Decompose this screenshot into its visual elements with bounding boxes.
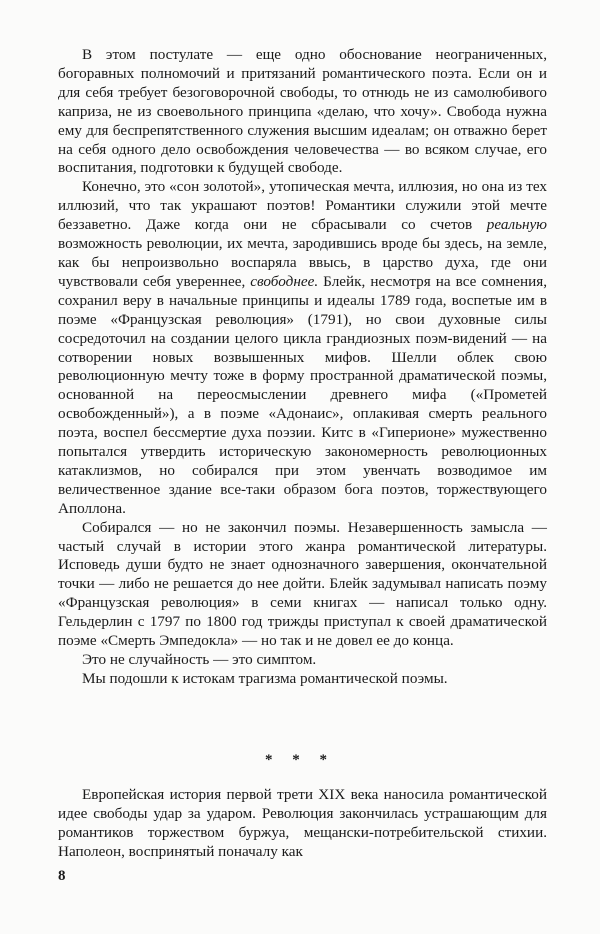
next-section-text-block [58,786,547,862]
paragraph [58,178,547,518]
paragraph-text: Конечно, это «сон золотой», утопическая мечта, иллюзия, но она из тех иллюзий, что так украшают поэтов! Романтики служили этой мечте беззаветно. Даже когда они не сбрасывали со счетов [58,178,547,234]
paragraph-text: Блейк, несмотря на все сомнения, сохранил веру в начальные принципы и идеалы 1789 года, воспетые им в поэме «Французская революция» (1791), но свои духовные силы сосредоточил на создании целого цикла грандиозных поэм-видений — на сотворении новых возвышенных мифов. Шелли облек свою революционную мечту тоже в форму пространной драматической поэмы, основанной на переосмыслении древнего мифа («Прометей освобожденный»), а в поэме «Адонаис», оплакивая смерть реального поэта, воспел бессмертие духа поэзии. Китс в «Гиперионе» мужественно попытался утвердить историческую закономерность революционных катаклизмов, но собирался при этом увенчать возводимое им величественное здание все-таки образом бога поэтов, торжествующего Аполлона. [58,272,547,517]
paragraph [58,651,547,670]
paragraph [58,46,547,178]
paragraph-text: возможность революции, их мечта, зародившись вроде бы здесь, на земле, как бы непроизвольно воспаряла ввысь, в царство духа, где они чувствовали себя увереннее, [58,235,547,290]
paragraph-text: Европейская история первой трети XIX века наносила романтической идее свободы удар за ударом. Революция закончилась устрашающим для романтиков торжеством буржуа, мещански-потребительской стихии. Наполеон, воспринятый поначалу как [58,786,547,860]
paragraph-text: В этом постулате — еще одно обоснование неограниченных, богоравных полномочий и притязаний романтического поэта. Если он и для себя требует безоговорочной свободы, то отнюдь не из самолюбивого каприза, не из своевольного принципа «делаю, что хочу». Свобода нужна ему для беспрепятственного служения высшим идеалам; он отважно берет на себя одного дело освобождения человечества — во всяком случае, его воспитания, подготовки к будущей свободе. [58,46,547,177]
paragraph [58,786,547,862]
paragraph [58,670,547,689]
main-text-block [58,46,547,689]
paragraph-text: Собирался — но не закончил поэмы. Незавершенность замысла — частый случай в истории этого жанра романтической литературы. Исповедь души будто не знает однозначного завершения, окончательной точки — либо не решается до нее дойти. Блейк задумывал написать поэму «Французская революция» в семи книгах — написал только одну. Гельдерлин с 1797 по 1800 год трижды приступал к своей драматической поэме «Смерть Эмпедокла» — но так и не довел ее до конца. [58,518,547,650]
paragraph [58,519,547,651]
italic-text: свободнее. [250,272,319,290]
section-separator: * * * [265,752,335,768]
page-number: 8 [58,868,66,884]
italic-text: реальную [486,216,547,234]
paragraph-text: Мы подошли к истокам трагизма романтической поэмы. [82,669,448,687]
paragraph-text: Это не случайность — это симптом. [82,651,317,668]
